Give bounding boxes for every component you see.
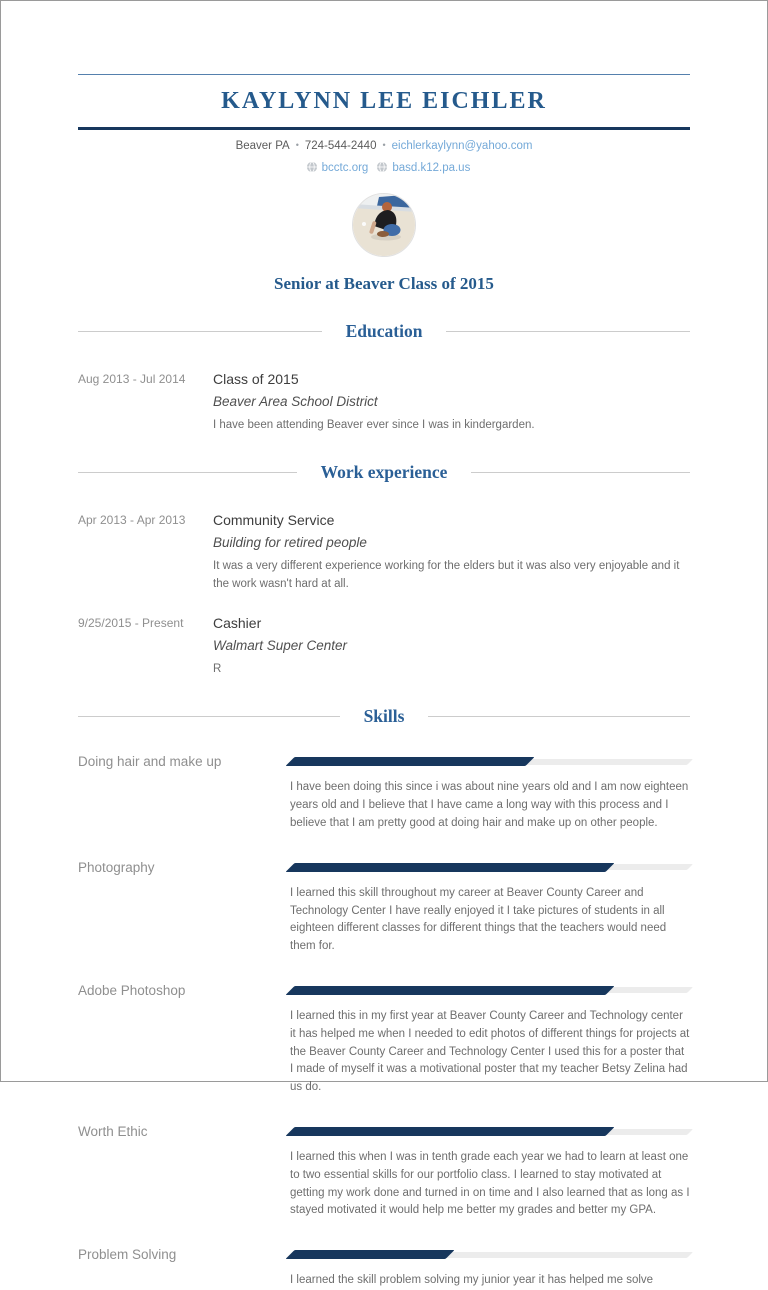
skill-row [78, 753, 690, 832]
profile-photo [352, 193, 416, 257]
skill-level-bar [290, 1250, 690, 1259]
skill-row [78, 982, 690, 1097]
globe-icon [376, 164, 388, 176]
entry-date: 9/25/2015 - Present [78, 616, 184, 631]
entry-subtitle: Walmart Super Center [213, 638, 348, 654]
entry-subtitle: Building for retired people [213, 534, 367, 550]
work-entries [78, 512, 690, 679]
entry-description: I have been attending Beaver ever since I was in kindergarden. [213, 419, 535, 431]
education-entry [78, 371, 690, 435]
skill-description: I learned this skill throughout my career at Beaver County Career and Technology Center I have really enjoyed it I take pictures of students in all eighteen different classes for different things that the teachers would need them for. [290, 886, 667, 953]
skill-level-bar [290, 1127, 690, 1136]
dot-separator: • [382, 140, 386, 150]
skills-title: Skills [363, 706, 405, 727]
skill-label: Adobe Photoshop [78, 982, 186, 998]
email-link[interactable]: eichlerkaylynn@yahoo.com [391, 140, 533, 152]
skill-description: I learned this in my first year at Beaver County Career and Technology center it has helped me when I needed to edit photos of different things for projects at the Beaver County Career and Technology Center I used this for a poster that I made of myself it was a motivational poster that my teacher Betsy Zelina had us do. [290, 1009, 690, 1094]
education-title: Education [345, 321, 423, 341]
skill-label: Worth Ethic [78, 1124, 148, 1139]
contact-row [78, 140, 690, 152]
entry-description: R [213, 663, 222, 676]
skill-row [78, 859, 690, 956]
education-entries [78, 371, 690, 435]
location-text: Beaver PA [235, 140, 290, 152]
entry-title: Cashier [213, 615, 262, 632]
skill-label: Photography [78, 859, 155, 875]
section-heading-skills [78, 706, 690, 727]
skill-row [78, 1123, 690, 1220]
website-link-bcctc[interactable]: bcctc.org [321, 162, 369, 174]
entry-title: Class of 2015 [213, 371, 299, 387]
skill-description: I have been doing this since i was about nine years old and I am now eighteen years old and I believe that I have came a long way with this process and I believe that I am pretty good at doing hair and make up on other people. [290, 781, 689, 829]
entry-date: Aug 2013 - Jul 2014 [78, 372, 186, 386]
entry-description: It was a very different experience working for the elders but it was also very enjoyable and it the work wasn't hard at all. [213, 559, 680, 590]
section-heading-work [78, 462, 690, 483]
section-heading-education [78, 321, 690, 342]
websites-row [78, 161, 690, 176]
dot-separator: • [295, 140, 299, 150]
globe-icon [306, 164, 318, 176]
skill-level-bar [290, 863, 690, 872]
work-title: Work experience [320, 461, 448, 482]
phone-text: 724-544-2440 [304, 140, 377, 152]
skill-level-bar [290, 986, 690, 995]
work-entry [78, 512, 690, 594]
skill-description: I learned this when I was in tenth grade each year we had to learn at least one to two essential skills for our portfolio class. I learned to stay motivated at getting my work done and turned in on time and I also learned that as long as I stayed motivated it would help me better my grades and better my GPA. [290, 1151, 690, 1217]
header-top-rule [78, 74, 690, 75]
skill-row [78, 1246, 690, 1290]
entry-subtitle: Beaver Area School District [213, 394, 378, 409]
skill-label: Problem Solving [78, 1247, 177, 1263]
page-title: KAYLYNN LEE EICHLER [221, 88, 547, 114]
skill-description: I learned the skill problem solving my junior year it has helped me solve [290, 1274, 654, 1287]
header-bottom-rule [78, 127, 690, 130]
tagline: Senior at Beaver Class of 2015 [274, 274, 494, 293]
skill-level-bar [290, 757, 690, 766]
work-entry [78, 615, 690, 679]
skill-label: Doing hair and make up [78, 754, 222, 770]
entry-title: Community Service [213, 511, 335, 528]
website-link-basd[interactable]: basd.k12.pa.us [392, 162, 471, 174]
skills-list [78, 753, 690, 1290]
entry-date: Apr 2013 - Apr 2013 [78, 512, 186, 527]
resume-page [1, 74, 767, 1290]
